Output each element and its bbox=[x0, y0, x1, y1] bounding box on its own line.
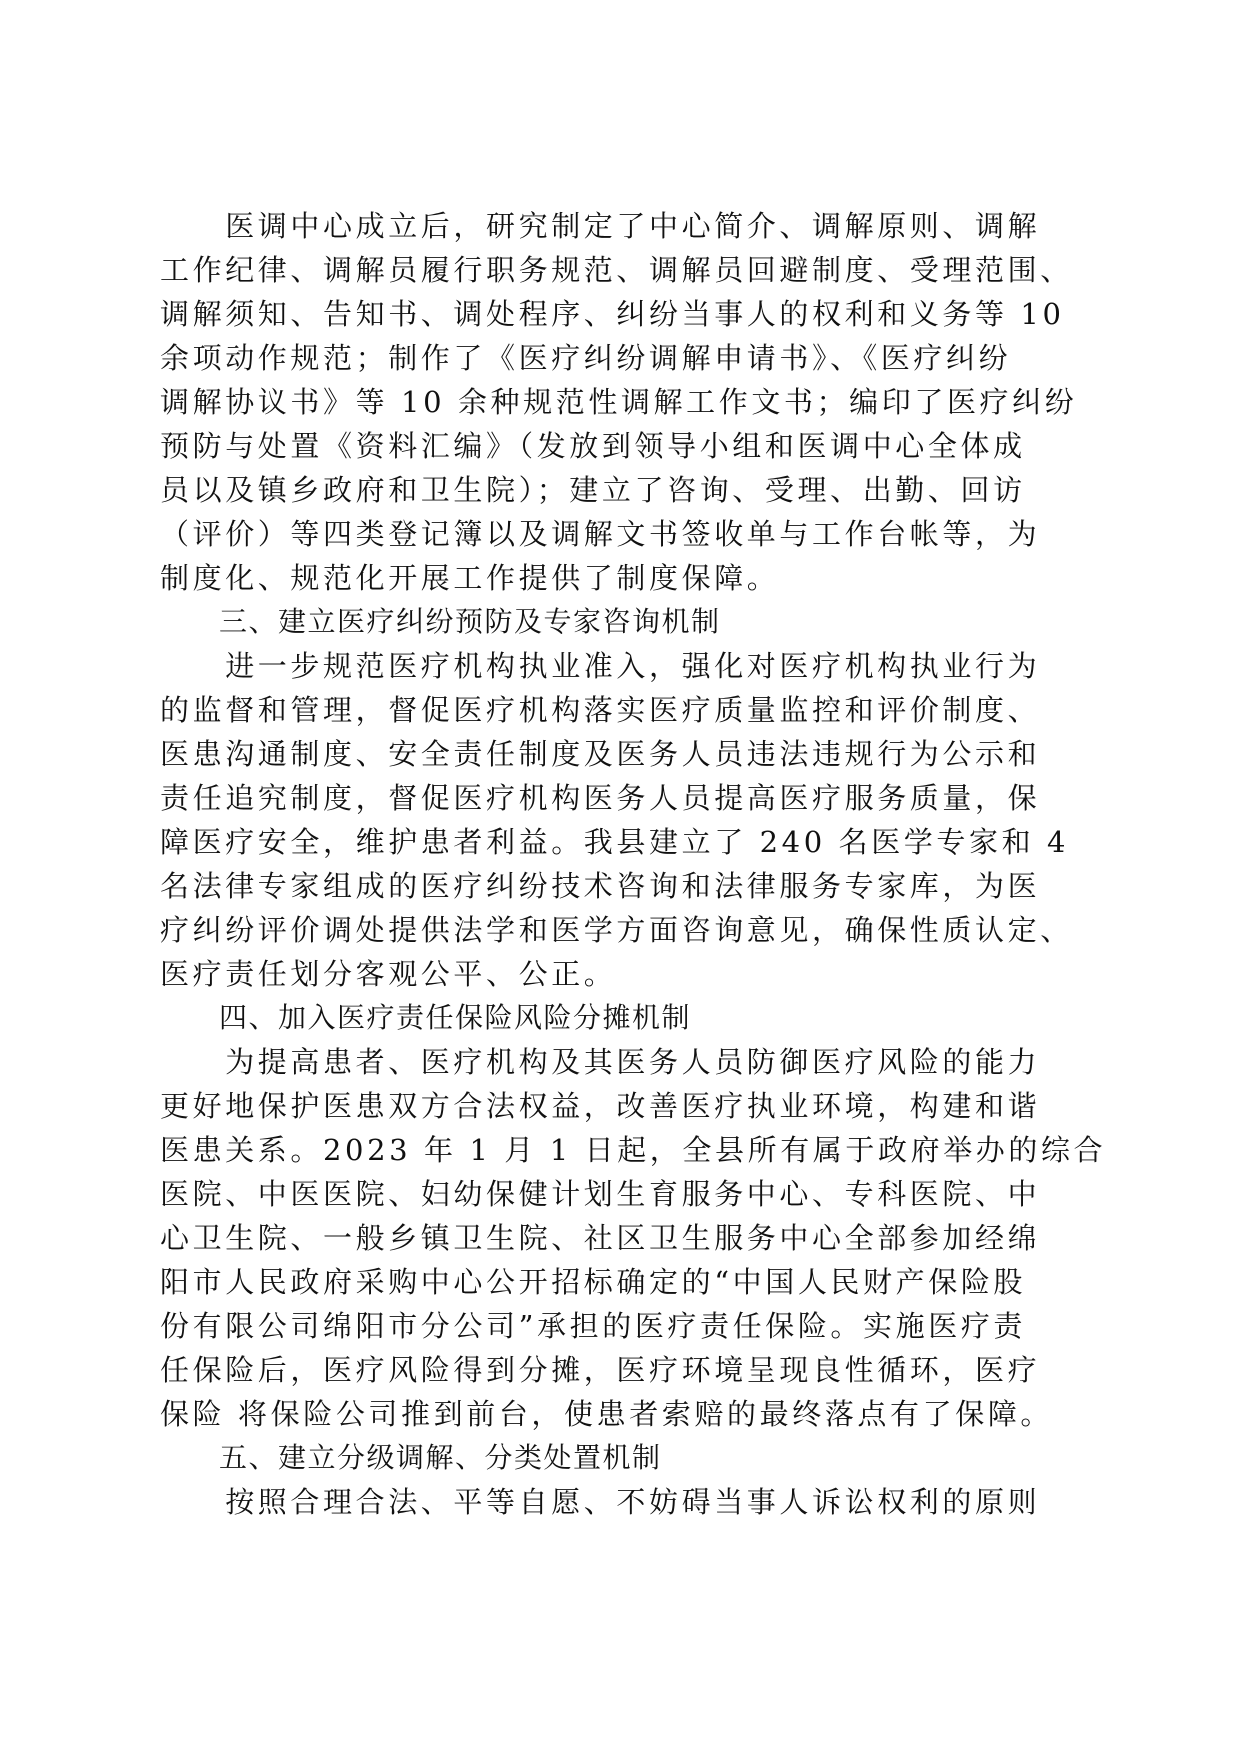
section-heading-5: 五、建立分级调解、分类处置机制 bbox=[160, 1441, 662, 1474]
paragraph-line: 余项动作规范；制作了《医疗纠纷调解申请书》、《医疗纠纷 bbox=[160, 341, 1012, 375]
paragraph-line: （评价）等四类登记簿以及调解文书签收单与工作台帐等，为 bbox=[160, 517, 1041, 551]
section-heading-3: 三、建立医疗纠纷预防及专家咨询机制 bbox=[160, 605, 721, 638]
paragraph-line: 医患沟通制度、安全责任制度及医务人员违法违规行为公示和 bbox=[160, 737, 1041, 771]
paragraph-line: 制度化、规范化开展工作提供了制度保障。 bbox=[160, 561, 780, 595]
paragraph-line: 工作纪律、调解员履行职务规范、调解员回避制度、受理范围、 bbox=[160, 253, 1073, 287]
paragraph-line: 为提高患者、医疗机构及其医务人员防御医疗风险的能力 bbox=[160, 1045, 1041, 1079]
paragraph-line: 疗纠纷评价调处提供法学和医学方面咨询意见，确保性质认定、 bbox=[160, 913, 1073, 947]
paragraph-line: 按照合理合法、平等自愿、不妨碍当事人诉讼权利的原则 bbox=[160, 1485, 1041, 1519]
paragraph-line: 调解须知、告知书、调处程序、纠纷当事人的权利和义务等 10 bbox=[160, 297, 1065, 331]
paragraph-line: 障医疗安全，维护患者利益。我县建立了 240 名医学专家和 4 bbox=[160, 825, 1070, 859]
paragraph-line: 更好地保护医患双方合法权益，改善医疗执业环境，构建和谐 bbox=[160, 1089, 1041, 1123]
paragraph-line: 员以及镇乡政府和卫生院）；建立了咨询、受理、出勤、回访 bbox=[160, 473, 1026, 507]
paragraph-line: 份有限公司绵阳市分公司”承担的医疗责任保险。实施医疗责 bbox=[160, 1309, 1027, 1343]
paragraph-line: 医患关系。2023 年 1 月 1 日起，全县所有属于政府举办的综合 bbox=[160, 1133, 1107, 1167]
paragraph-line: 进一步规范医疗机构执业准入，强化对医疗机构执业行为 bbox=[160, 649, 1041, 683]
paragraph-line: 医院、中医医院、妇幼保健计划生育服务中心、专科医院、中 bbox=[160, 1177, 1041, 1211]
section-heading-4: 四、加入医疗责任保险风险分摊机制 bbox=[160, 1001, 692, 1034]
paragraph-line: 任保险后，医疗风险得到分摊，医疗环境呈现良性循环，医疗 bbox=[160, 1353, 1041, 1387]
paragraph-line: 的监督和管理，督促医疗机构落实医疗质量监控和评价制度、 bbox=[160, 693, 1041, 727]
paragraph-line: 保险 将保险公司推到前台，使患者索赔的最终落点有了保障。 bbox=[160, 1397, 1054, 1431]
paragraph-line: 医疗责任划分客观公平、公正。 bbox=[160, 957, 617, 991]
paragraph-line: 心卫生院、一般乡镇卫生院、社区卫生服务中心全部参加经绵 bbox=[160, 1221, 1041, 1255]
paragraph-line: 责任追究制度，督促医疗机构医务人员提高医疗服务质量，保 bbox=[160, 781, 1041, 815]
paragraph-line: 调解协议书》等 10 余种规范性调解工作文书；编印了医疗纠纷 bbox=[160, 385, 1078, 419]
paragraph-line: 阳市人民政府采购中心公开招标确定的“中国人民财产保险股 bbox=[160, 1265, 1027, 1299]
paragraph-line: 名法律专家组成的医疗纠纷技术咨询和法律服务专家库，为医 bbox=[160, 869, 1041, 903]
paragraph-line: 医调中心成立后，研究制定了中心简介、调解原则、调解 bbox=[160, 209, 1041, 243]
paragraph-line: 预防与处置《资料汇编》（发放到领导小组和医调中心全体成 bbox=[160, 429, 1026, 463]
